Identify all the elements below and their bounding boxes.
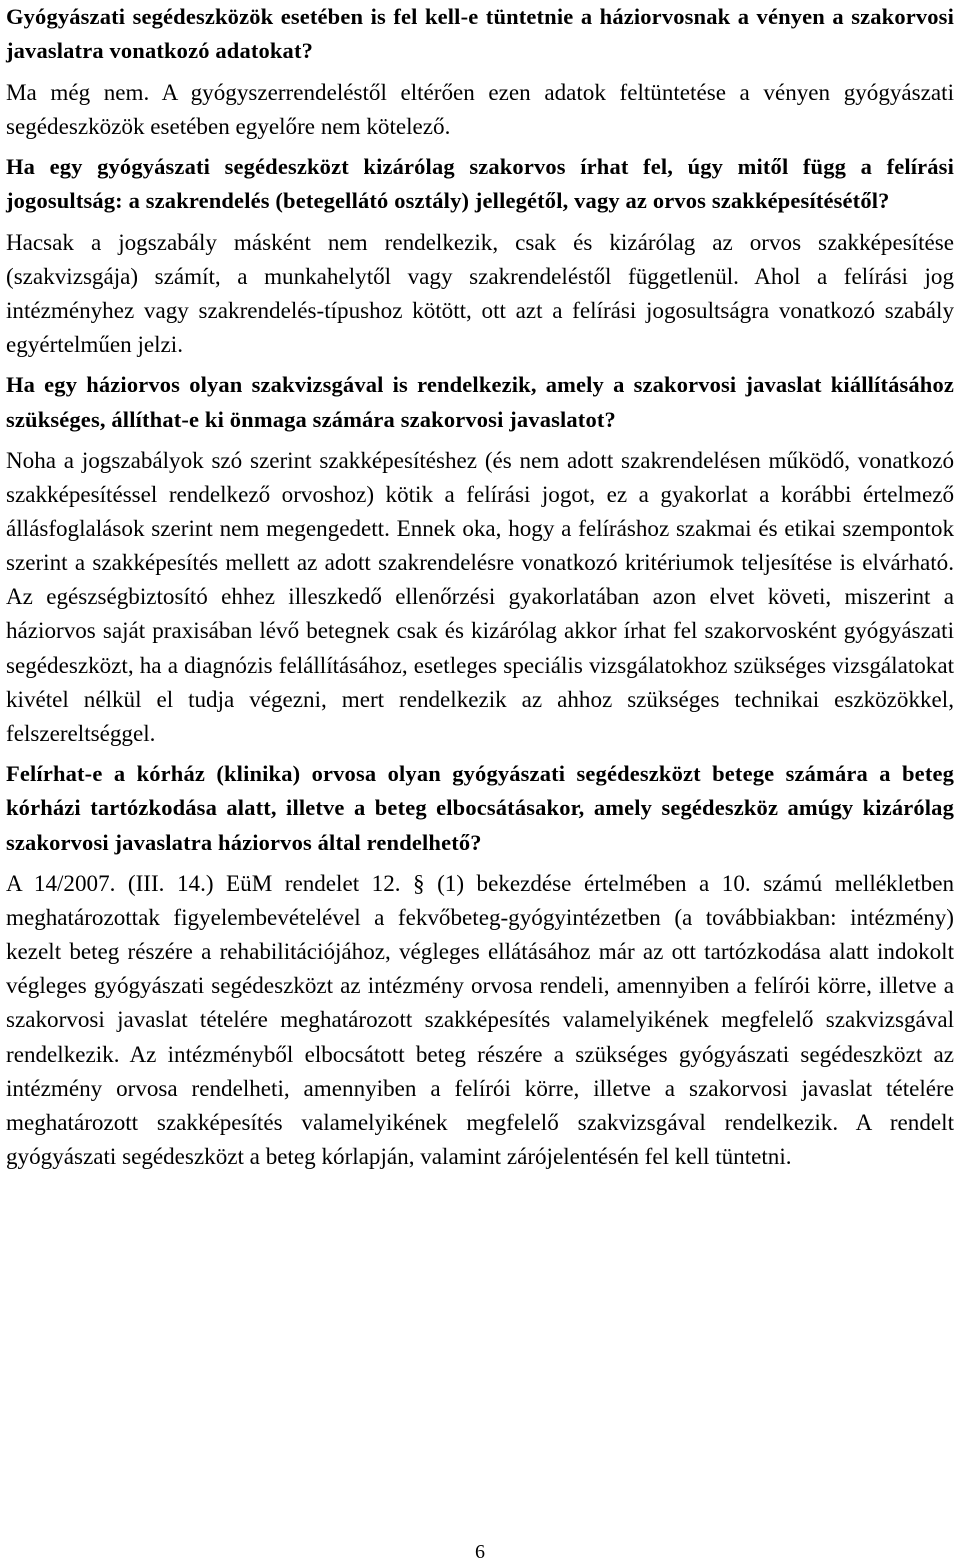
question-2: Ha egy gyógyászati segédeszközt kizárólag szakorvos írhat fel, úgy mitől függ a felírási jogosultság: a szakrendelés (betegellátó osztály) jellegétől, vagy az orvos szakképesítésétől? <box>6 154 954 214</box>
answer-2: Hacsak a jogszabály másként nem rendelkezik, csak és kizárólag az orvos szakképesítése (szakvizsgája) számít, a munkahelytől vagy szakrendeléstől függetlenül. Ahol a felírási jog intézményhez vagy szakrendelés-típushoz kötött, ott azt a felírási jogosultságra vonatkozó szabály egyértelműen jelzi. <box>6 228 954 358</box>
question-1: Gyógyászati segédeszközök esetében is fel kell-e tüntetnie a háziorvosnak a vényen a szakorvosi javaslatra vonatkozó adatokat? <box>6 4 954 64</box>
question-4: Felírhat-e a kórház (klinika) orvosa olyan gyógyászati segédeszközt betege számára a beteg kórházi tartózkodása alatt, illetve a beteg elbocsátásakor, amely segédeszköz amúgy kizárólag szakorvosi javaslatra háziorvos által rendelhető? <box>6 760 954 855</box>
qa-block-2 <box>6 150 954 361</box>
answer-4: A 14/2007. (III. 14.) EüM rendelet 12. § (1) bekezdése értelmében a 10. számú mellékletben meghatározottak figyelembevételével a fekvőbeteg-gyógyintézetben (a továbbiakban: intézmény) kezelt beteg részére a rehabilitációjához, végleges ellátásához már az ott tartózkodása alatt indokolt végleges gyógyászati segédeszközt az intézmény orvosa rendeli, amennyiben a felírói körre, illetve a szakorvosi javaslat tételére meghatározott szakképesítés valamelyikének megfelelő szakvizsgával rendelkezik. Az intézményből elbocsátott beteg részére a szükséges gyógyászati segédeszközt az intézmény orvosa rendelheti, amennyiben a felírói körre, illetve a szakorvosi javaslat tételére meghatározott szakképesítés valamelyikének megfelelő szakvizsgával rendelkezik. A rendelt gyógyászati segédeszközt a beteg kórlapján, valamint zárójelentésén fel kell tüntetni. <box>6 870 954 1169</box>
qa-block-1 <box>6 0 954 143</box>
question-3: Ha egy háziorvos olyan szakvizsgával is rendelkezik, amely a szakorvosi javaslat kiállításához szükséges, állíthat-e ki önmaga számára szakorvosi javaslatot? <box>6 372 954 432</box>
qa-block-4 <box>6 757 954 1173</box>
answer-1: Ma még nem. A gyógyszerrendeléstől eltérően ezen adatok feltüntetése a vényen gyógyászati segédeszközök esetében egyelőre nem kötelező. <box>6 78 954 139</box>
answer-3: Noha a jogszabályok szó szerint szakképesítéshez (és nem adott szakrendelésen működő, vonatkozó szakképesítéssel rendelkező orvoshoz) kötik a felírási jogot, ez a gyakorlat a korábbi értelmező állásfoglalások szerint nem megengedett. Ennek oka, hogy a felíráshoz szakmai és etikai szempontok szerint a szakképesítés mellett az adott szakrendelésre vonatkozó kritériumok teljesítése is elvárható. Az egészségbiztosító ehhez illeszkedő ellenőrzési gyakorlatában azon elvet követi, miszerint a háziorvos saját praxisában lévő betegnek csak és kizárólag akkor írhat fel szakorvosként gyógyászati segédeszközt, ha a diagnózis felállításához, esetleges speciális vizsgálatokhoz szükséges vizsgálatokat kivétel nélkül el tudja végezni, mert rendelkezik az ahhoz szükséges technikai eszközökkel, felszereltséggel. <box>6 447 954 746</box>
document-page <box>6 0 954 1180</box>
qa-block-3 <box>6 368 954 750</box>
page-number: 6 <box>475 1541 485 1563</box>
